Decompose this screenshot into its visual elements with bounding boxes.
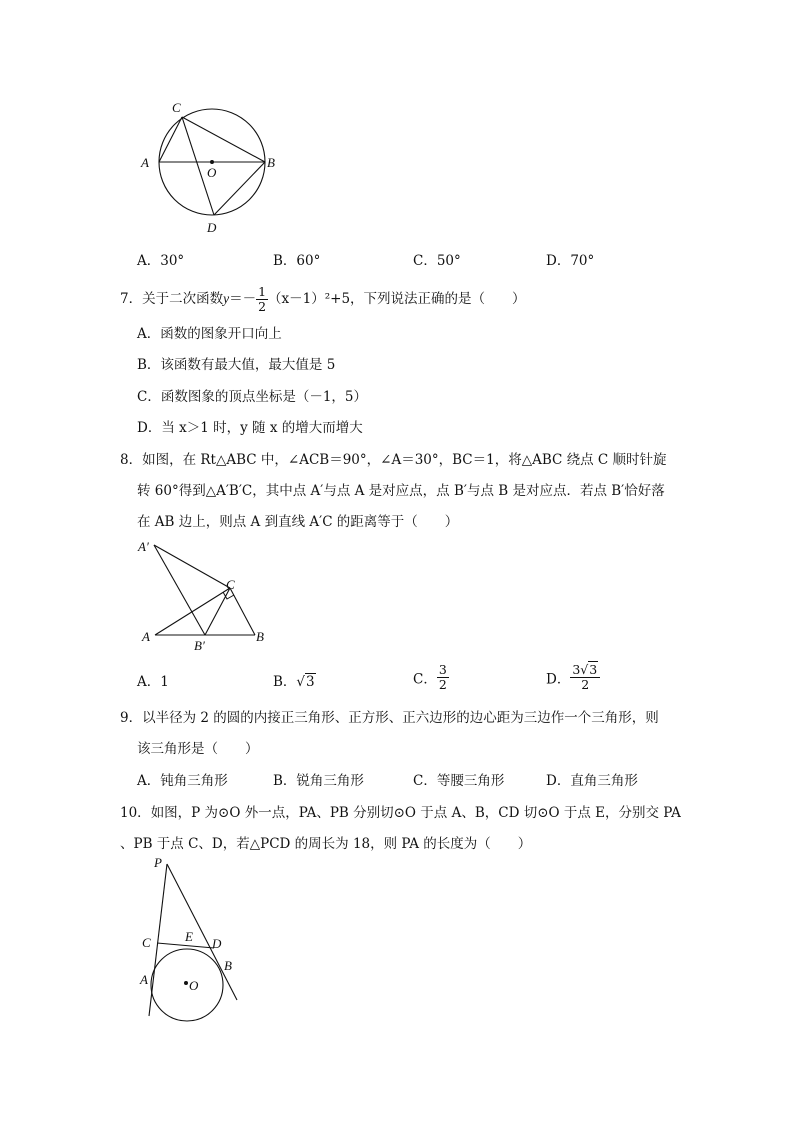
rotated-triangle-figure — [130, 533, 280, 658]
label-A: A — [141, 155, 149, 170]
q6-option-c: C．50° — [413, 253, 461, 269]
q7-y: y — [223, 291, 230, 306]
label-P: P — [154, 855, 162, 870]
q7-text: 关于二次函数 — [142, 291, 224, 307]
label-C: C — [226, 577, 235, 592]
circle-chord-figure — [130, 95, 290, 240]
q6-option-b: B．60° — [273, 253, 321, 269]
q10-line1: 10．如图，P 为⊙O 外一点，PA、PB 分别切⊙O 于点 A、B，CD 切⊙O 于点 E，分别交 PA — [120, 805, 681, 821]
q7-option-a: A．函数的图象开口向上 — [137, 326, 282, 342]
q7-tail: （x－1）²+5，下列说法正确的是（ ） — [268, 291, 526, 307]
q8-option-d: D． $\frac{3√3}{2}$ — [546, 663, 600, 692]
label-B: B — [267, 155, 275, 170]
label-B: B — [224, 958, 232, 973]
tangent-circle-figure — [130, 852, 260, 1027]
label-D: D — [207, 220, 217, 235]
label-D: D — [212, 936, 222, 951]
q7-number: 7． — [120, 291, 143, 307]
label-B-prime: B′ — [194, 638, 205, 653]
q8-option-c: C． $\frac{3}{2}$ — [413, 662, 447, 692]
q7-option-c: C．函数图象的顶点坐标是（－1，5） — [137, 389, 368, 405]
q8-option-b: B．√3 — [273, 674, 315, 690]
q6-option-d: D．70° — [546, 253, 595, 269]
label-A: A — [140, 972, 148, 987]
q7-fraction: $\frac{1}{2}$ — [258, 284, 267, 314]
q9-option-c: C．等腰三角形 — [413, 773, 505, 789]
q9-option-a: A．钝角三角形 — [137, 773, 228, 789]
q9-line1: 9．以半径为 2 的圆的内接正三角形、正方形、正六边形的边心距为三边作一个三角形，则 — [120, 710, 659, 726]
q7-option-d: D．当 x＞1 时，y 随 x 的增大而增大 — [137, 420, 363, 436]
q7-option-b: B．该函数有最大值，最大值是 5 — [137, 357, 336, 373]
label-C: C — [142, 935, 151, 950]
q7-eq: ＝－ — [229, 291, 257, 307]
label-E: E — [185, 929, 193, 944]
q7-stem — [120, 284, 526, 314]
label-B: B — [256, 629, 264, 644]
label-O: O — [207, 165, 217, 180]
q9-line2: 该三角形是（ ） — [137, 741, 259, 757]
q8-line3: 在 AB 边上，则点 A 到直线 A′C 的距离等于（ ） — [137, 514, 459, 530]
q6-option-a: A．30° — [137, 253, 185, 269]
q9-option-b: B．锐角三角形 — [273, 773, 364, 789]
q8-option-a: A．1 — [137, 674, 169, 690]
q10-line2: 、PB 于点 C、D，若△PCD 的周长为 18，则 PA 的长度为（ ） — [120, 836, 532, 852]
label-C: C — [172, 100, 181, 115]
q8-line1: 8．如图，在 Rt△ABC 中，∠ACB＝90°，∠A＝30°，BC＝1，将△ABC 绕点 C 顺时针旋 — [120, 452, 667, 468]
label-A: A — [142, 629, 150, 644]
label-A-prime: A′ — [138, 539, 149, 554]
label-O: O — [189, 978, 199, 993]
q8-line2: 转 60°得到△A′B′C，其中点 A′与点 A 是对应点，点 B′与点 B 是对应点．若点 B′恰好落 — [137, 483, 665, 499]
q9-option-d: D．直角三角形 — [546, 773, 638, 789]
